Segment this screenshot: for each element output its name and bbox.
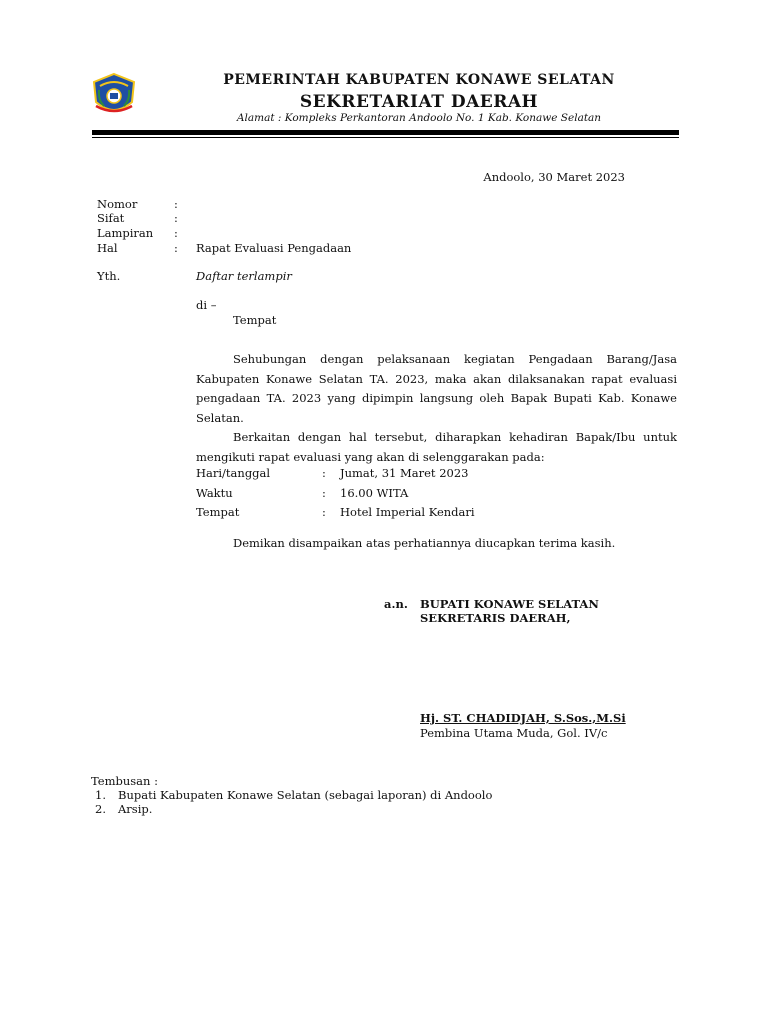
detail-label-time: Waktu — [196, 486, 233, 500]
meta-label-lampiran: Lampiran — [97, 226, 154, 240]
detail-value-date: Jumat, 31 Maret 2023 — [340, 466, 469, 480]
detail-colon: : — [322, 505, 326, 519]
letterhead-rule-thick — [92, 130, 679, 135]
addressee-recipient: Daftar terlampir — [196, 269, 292, 283]
meta-value-hal: Rapat Evaluasi Pengadaan — [196, 241, 352, 255]
detail-label-place: Tempat — [196, 505, 240, 519]
letter-date: Andoolo, 30 Maret 2023 — [483, 170, 625, 184]
meta-colon: : — [174, 241, 178, 255]
detail-colon: : — [322, 466, 326, 480]
signature-prefix: a.n. — [384, 597, 408, 611]
cc-title: Tembusan : — [91, 774, 158, 788]
addressee-label: Yth. — [97, 269, 121, 283]
cc-item: Arsip. — [118, 802, 153, 816]
body-paragraph-2: Berkaitan dengan hal tersebut, diharapkan kehadiran Bapak/Ibu untuk mengikuti rapat evaluasi yang akan di selenggarakan pada: — [196, 430, 677, 464]
signatory-name: Hj. ST. CHADIDJAH, S.Sos.,M.Si — [420, 711, 626, 725]
meta-colon: : — [174, 211, 178, 225]
meta-colon: : — [174, 226, 178, 240]
signatory-rank: Pembina Utama Muda, Gol. IV/c — [420, 726, 608, 740]
letterhead-government: PEMERINTAH KABUPATEN KONAWE SELATAN — [223, 72, 615, 88]
meta-label-sifat: Sifat — [97, 211, 125, 225]
detail-colon: : — [322, 486, 326, 500]
meta-label-hal: Hal — [97, 241, 118, 255]
meta-label-nomor: Nomor — [97, 197, 138, 211]
letterhead-rule-thin — [92, 137, 679, 138]
signature-title-1: BUPATI KONAWE SELATAN — [420, 597, 599, 611]
signature-title-2: SEKRETARIS DAERAH, — [420, 611, 571, 625]
letterhead-address: Alamat : Kompleks Perkantoran Andoolo No. 1 Kab. Konawe Selatan — [236, 112, 602, 124]
letterhead-office: SEKRETARIAT DAERAH — [299, 92, 539, 112]
cc-number: 1. — [95, 788, 106, 802]
detail-value-time: 16.00 WITA — [340, 486, 409, 500]
detail-label-date: Hari/tanggal — [196, 466, 271, 480]
closing-paragraph: Demikan disampaikan atas perhatiannya diucapkan terima kasih. — [233, 536, 616, 550]
addressee-di: di – — [196, 298, 217, 312]
detail-value-place: Hotel Imperial Kendari — [340, 505, 475, 519]
cc-item: Bupati Kabupaten Konawe Selatan (sebagai laporan) di Andoolo — [118, 788, 493, 802]
addressee-place: Tempat — [233, 313, 277, 327]
regency-emblem-icon — [90, 72, 138, 118]
body-paragraph-1: Sehubungan dengan pelaksanaan kegiatan Pengadaan Barang/Jasa Kabupaten Konawe Selatan TA. 2023, maka akan dilaksanakan rapat evaluasi pengadaan TA. 2023 yang dipimpin langsung oleh Bapak Bupati Kab. Konawe Selatan. — [196, 352, 677, 425]
meta-colon: : — [174, 197, 178, 211]
cc-number: 2. — [95, 802, 106, 816]
